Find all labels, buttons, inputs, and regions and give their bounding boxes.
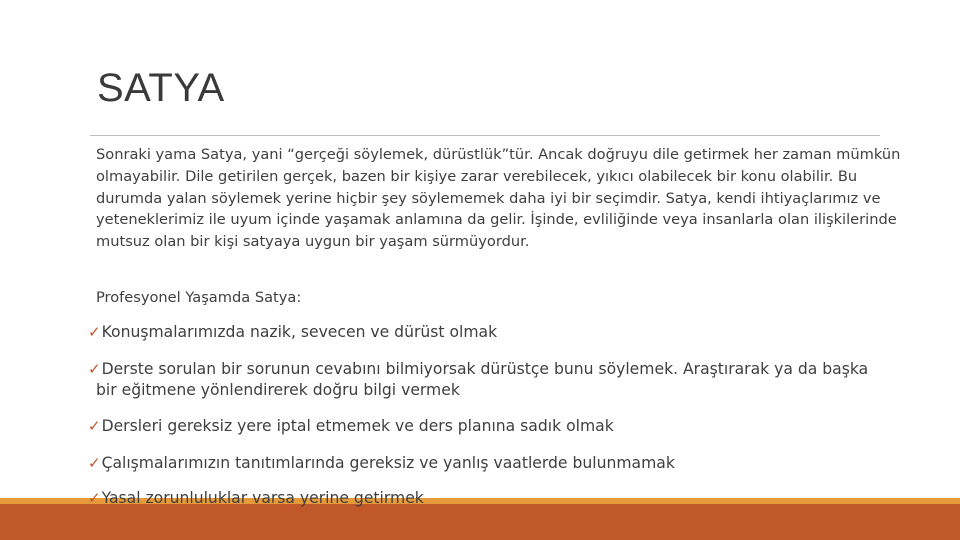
intro-paragraph: Sonraki yama Satya, yani “gerçeği söylemek, dürüstlük”tür. Ancak doğruyu dile getirmek her zaman mümkün olmayabilir. Dile getirilen gerçek, bazen bir kişiye zarar verebilecek, yıkıcı olabilecek bir konu olabilir. Bu durumda yalan söylemek yerine hiçbir şey söylememek daha iyi bir seçimdir. Satya, kendi ihtiyaçlarımız ve yeteneklerimiz ile uyum içinde yaşamak anlamına da gelir. İşinde, evliliğinde veya insanlarla olan ilişkilerinde mutsuz olan bir kişi satyaya uygun bir yaşam sürmüyordur. <box>96 146 901 251</box>
checkmark-icon: ✓ <box>88 360 101 378</box>
checkmark-icon: ✓ <box>88 454 101 472</box>
bullet-item <box>88 322 908 343</box>
bullet-item <box>88 453 908 474</box>
section-subheading: Profesyonel Yaşamda Satya: <box>96 289 302 306</box>
checkmark-icon: ✓ <box>88 323 101 341</box>
checkmark-icon: ✓ <box>88 489 101 507</box>
bullet-item <box>88 416 908 437</box>
bullet-item <box>88 359 908 400</box>
bullet-text: Dersleri gereksiz yere iptal etmemek ve ders planına sadık olmak <box>101 417 614 435</box>
bullet-text: Çalışmalarımızın tanıtımlarında gereksiz ve yanlış vaatlerde bulunmamak <box>101 454 675 472</box>
bullet-text: Yasal zorunluluklar varsa yerine getirmek <box>101 489 424 507</box>
bullet-text: Derste sorulan bir sorunun cevabını bilmiyorsak dürüstçe bunu söylemek. Araştırarak ya da başka <box>101 360 869 378</box>
slide-title: SATYA <box>97 66 225 110</box>
checkmark-icon: ✓ <box>88 417 101 435</box>
bullet-text: Konuşmalarımızda nazik, sevecen ve dürüst olmak <box>101 323 498 341</box>
bullet-text-continued: bir eğitmene yönlendirerek doğru bilgi vermek <box>96 380 460 399</box>
bullet-item <box>88 488 908 509</box>
title-divider <box>90 135 880 136</box>
